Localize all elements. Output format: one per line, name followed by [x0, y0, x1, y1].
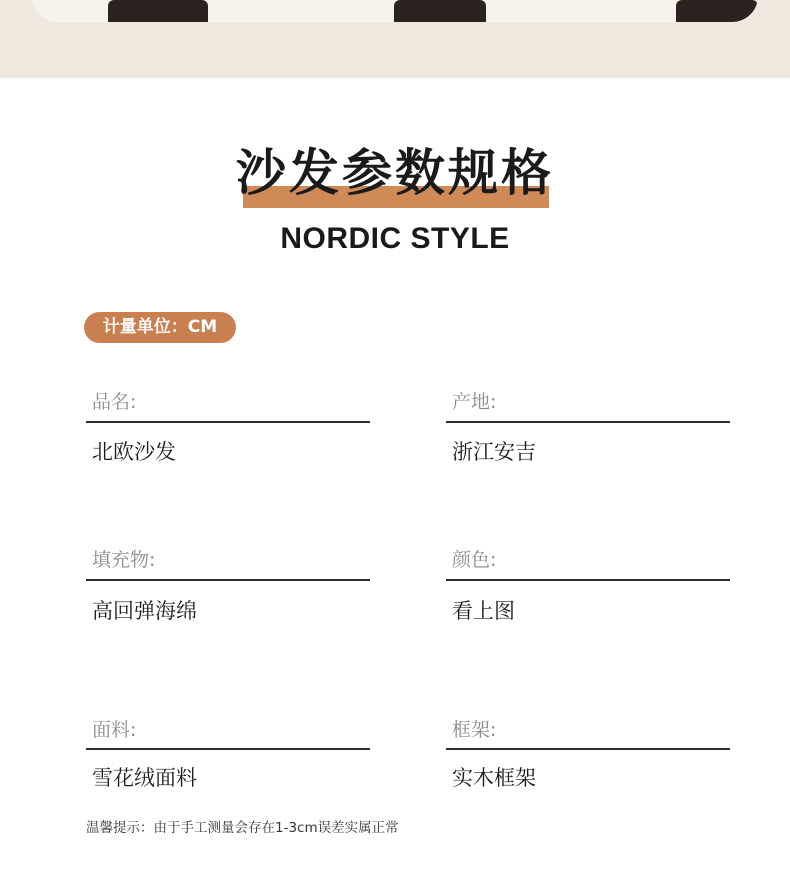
spec-value-name: 北欧沙发	[92, 440, 176, 464]
spec-divider	[86, 421, 370, 423]
spec-label-fabric: 面料:	[92, 719, 137, 741]
photo-stripe	[108, 0, 208, 22]
spec-label-color: 颜色:	[452, 549, 497, 571]
spec-divider	[446, 579, 730, 581]
unit-badge: 计量单位：CM	[84, 312, 236, 343]
spec-label-name: 品名:	[92, 391, 137, 413]
spec-divider	[86, 579, 370, 581]
page-subtitle: NORDIC STYLE	[280, 222, 510, 255]
spec-value-origin: 浙江安吉	[452, 440, 536, 464]
sofa-photo-crop	[32, 0, 758, 22]
measurement-note: 温馨提示：由于手工测量会存在1-3cm误差实属正常	[86, 820, 399, 836]
spec-divider	[86, 748, 370, 750]
spec-value-fabric: 雪花绒面料	[92, 766, 197, 790]
photo-stripe	[676, 0, 758, 22]
page-title: 沙发参数规格	[236, 144, 554, 202]
spec-divider	[446, 748, 730, 750]
spec-value-color: 看上图	[452, 599, 515, 623]
top-banner	[0, 0, 790, 78]
spec-label-origin: 产地:	[452, 391, 497, 413]
spec-label-frame: 框架:	[452, 719, 497, 741]
spec-divider	[446, 421, 730, 423]
spec-value-filling: 高回弹海绵	[92, 599, 197, 623]
spec-value-frame: 实木框架	[452, 766, 536, 790]
photo-stripe	[394, 0, 486, 22]
spec-label-filling: 填充物:	[92, 549, 156, 571]
